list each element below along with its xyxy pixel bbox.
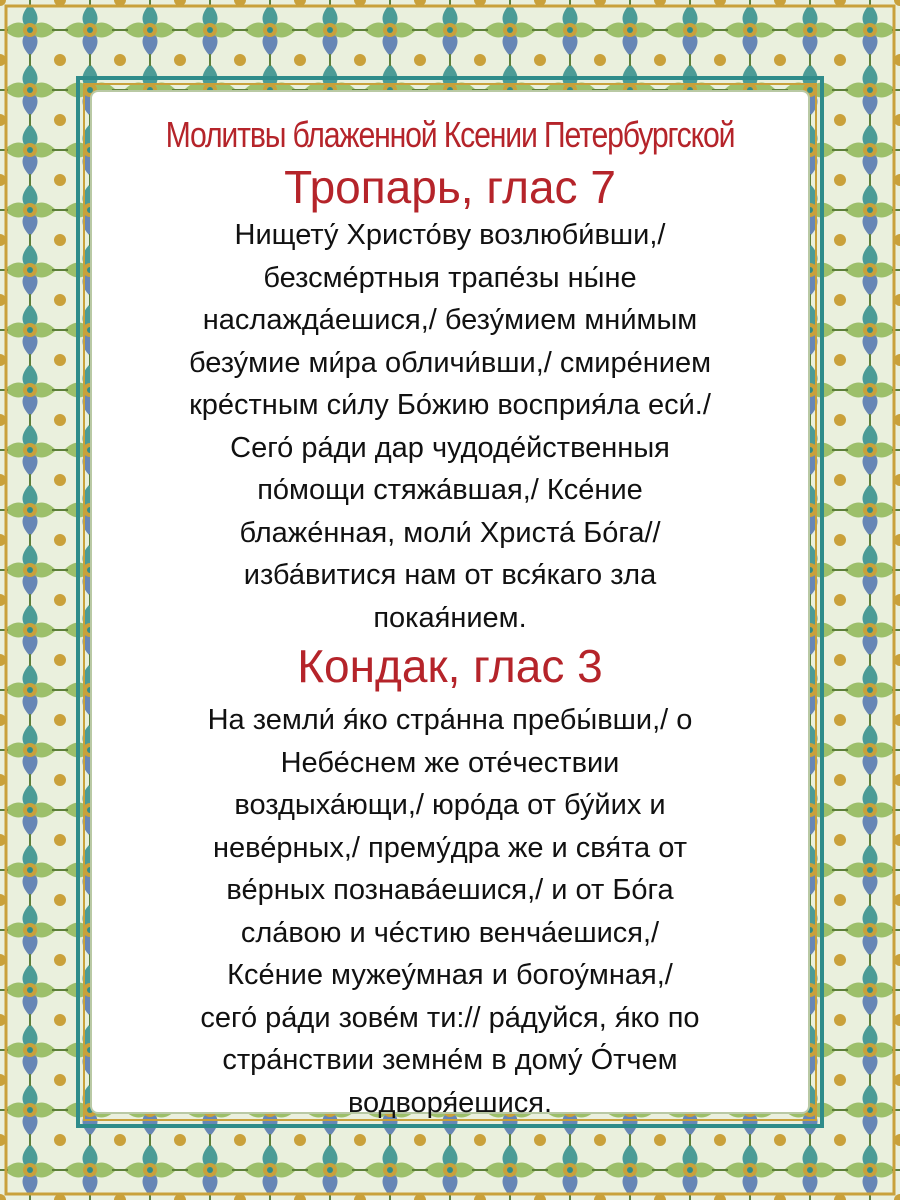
troparion-line: кре́стным си́лу Бо́жию восприя́ла еси́./: [189, 389, 711, 421]
kontakion-line: сего́ ра́ди зове́м ти:// ра́дуйся, я́ко по: [200, 1001, 700, 1034]
kontakion-heading: Кондак, глас 3: [297, 640, 603, 692]
kontakion-line: Ксе́ние мужеу́мная и богоу́мная,/: [227, 959, 673, 991]
troparion-heading: Тропарь, глас 7: [284, 161, 616, 213]
kontakion-line: воздыха́ющи,/ юро́да от бу́йих и: [234, 789, 666, 821]
troparion-line: безу́мие ми́ра обличи́вши,/ смире́нием: [188, 346, 712, 379]
kontakion-line: Небе́снем же оте́чествии: [280, 746, 620, 779]
troparion-line: Нищету́ Христо́ву возлюби́вши,/: [234, 219, 666, 251]
kontakion-line: неве́рных,/ прему́дра же и свя́та от: [212, 831, 687, 864]
kontakion-line: На земли́ я́ко стра́нна пребы́вши,/ о: [207, 704, 693, 736]
kontakion-text: [105, 699, 795, 1124]
kontakion-line: стра́нствии земне́м в дому́ О́тчем: [222, 1044, 678, 1076]
kontakion-line: сла́вою и че́стию венча́ешися,/: [240, 916, 660, 949]
kontakion-line: водворя́ешися.: [347, 1086, 553, 1119]
kontakion-line: ве́рных познава́ешися,/ и от Бо́га: [226, 874, 674, 906]
troparion-line: покая́нием.: [373, 601, 527, 634]
troparion-line: по́мощи стяжа́вшая,/ Ксе́ние: [257, 474, 643, 506]
prayer-content: [92, 104, 808, 1124]
troparion-line: Сего́ ра́ди дар чудоде́йственныя: [230, 431, 670, 464]
troparion-line: изба́витися нам от вся́каго зла: [243, 559, 657, 591]
troparion-text: [105, 214, 795, 639]
page-title: Молитвы блаженной Ксении Петербургской: [165, 114, 735, 155]
troparion-line: блаже́нная, моли́ Христа́ Бо́га//: [239, 516, 661, 549]
troparion-line: безсме́ртныя трапе́зы ны́не: [263, 261, 637, 294]
troparion-line: наслажда́ешися,/ безу́мием мни́мым: [202, 304, 698, 336]
